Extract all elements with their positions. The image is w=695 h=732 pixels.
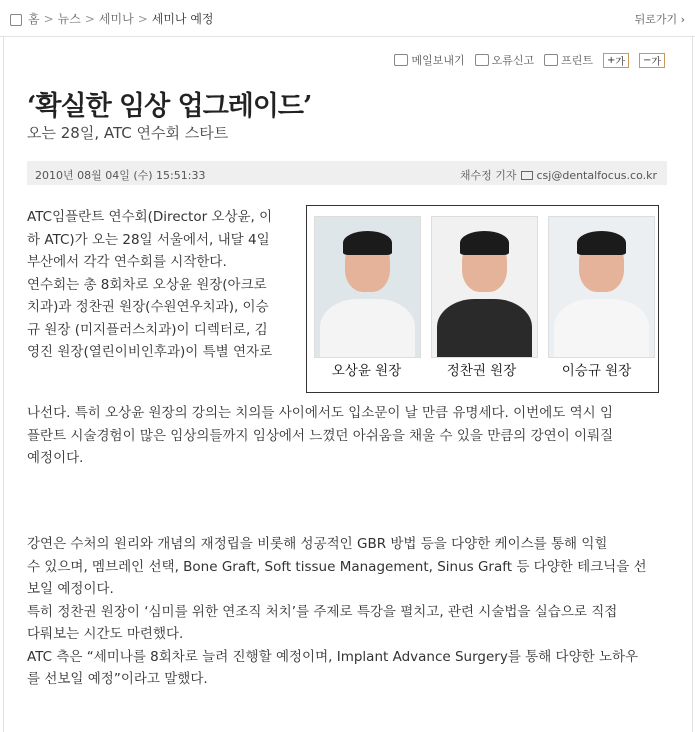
body-line: 연수회는 총 8회차로 오상윤 원장(아크로 (27, 276, 267, 293)
body-line: 예정이다. (27, 450, 84, 466)
mail-icon (521, 171, 533, 180)
printer-icon (544, 54, 558, 66)
article-subtitle: 오는 28일, ATC 연수회 스타트 (27, 124, 229, 142)
article-toolbar (394, 52, 665, 68)
breadcrumb-home[interactable]: 홈 (28, 12, 40, 26)
body-line: 영진 원장(열린이비인후과)이 특별 연자로 (27, 344, 273, 360)
alert-icon (475, 54, 489, 66)
article-body-bottom (27, 533, 667, 691)
body-line: 나선다. 특히 오상윤 원장의 강의는 치의들 사이에서도 입소문이 날 만큼 유명세다. 이번에도 역시 임 (27, 405, 614, 421)
font-decrease-button[interactable]: − 가 (639, 53, 665, 68)
body-line: ATC 측은 “세미나를 8회차로 늘려 진행할 예정이며, Implant Advance Surgery를 통해 다양한 노하우 (27, 648, 639, 665)
email-label: 메일보내기 (411, 54, 465, 67)
article-body-intro (27, 206, 297, 364)
breadcrumb (10, 10, 214, 27)
photo-caption: 오상윤 원장 (331, 363, 402, 379)
article-date: 2010년 08월 04일 (수) 15:51:33 (35, 169, 206, 182)
breadcrumb-separator: > (43, 11, 54, 26)
email-button[interactable] (394, 52, 464, 68)
print-label: 프린트 (561, 54, 593, 67)
breadcrumb-separator: > (84, 11, 95, 26)
body-line: 치과)과 정찬권 원장(수원연우치과), 이승 (27, 299, 269, 315)
top-navigation-bar (0, 0, 695, 37)
body-line: 규 원장 (미지플러스치과)이 디렉터로, 김 (27, 321, 268, 338)
body-line: 하 ATC)가 오는 28일 서울에서, 내달 4일 (27, 231, 270, 248)
report-label: 오류신고 (491, 54, 535, 67)
author-name: 채수정 기자 (459, 169, 517, 182)
body-line: ATC임플란트 연수회(Director 오상윤, 이 (27, 209, 273, 225)
report-error-button[interactable] (475, 52, 535, 68)
back-label: 뒤로가기 (634, 13, 678, 26)
body-line: 부산에서 각각 연수회를 시작한다. (27, 254, 227, 270)
print-button[interactable] (544, 52, 593, 68)
home-icon[interactable] (10, 14, 22, 26)
photo-lee-seunggyu (548, 216, 655, 358)
font-increase-button[interactable]: + 가 (603, 53, 629, 68)
back-button[interactable]: 뒤로가기 › (634, 13, 685, 26)
breadcrumb-separator: > (137, 11, 148, 26)
body-line: 특히 정찬권 원장이 ‘심미를 위한 연조직 처치’를 주제로 특강을 펼치고, 관련 시술법을 실습으로 직접 (27, 603, 618, 620)
body-line: 강연은 수처의 원리와 개념의 재정립을 비롯해 성공적인 GBR 방법 등을 다양한 케이스를 통해 익힐 (27, 536, 608, 552)
article-body-continued (27, 402, 667, 470)
photo-caption: 정찬권 원장 (446, 363, 517, 379)
body-line: 를 선보일 예정”이라고 말했다. (27, 671, 208, 687)
body-line: 다뤄보는 시간도 마련했다. (27, 626, 184, 642)
body-line: 수 있으며, 멤브레인 선택, Bone Graft, Soft tissue Management, Sinus Graft 등 다양한 테크닉을 선 (27, 558, 647, 575)
photo-oh-sangyun (314, 216, 421, 358)
article-meta (27, 161, 667, 185)
body-line: 보일 예정이다. (27, 581, 114, 597)
photo-box (306, 205, 659, 393)
breadcrumb-seminar[interactable]: 세미나 (98, 12, 134, 26)
envelope-icon (394, 54, 408, 66)
author-email[interactable]: csj@dentalfocus.co.kr (536, 168, 657, 182)
body-line: 플란트 시술경험이 많은 임상의들까지 임상에서 느꼈던 아쉬움을 채울 수 있을 만큼의 강연이 이뤄질 (27, 427, 614, 444)
photo-caption: 이승규 원장 (561, 363, 632, 379)
breadcrumb-news[interactable]: 뉴스 (57, 12, 81, 26)
article-title: ‘확실한 임상 업그레이드’ (27, 91, 312, 122)
photo-jeong-changwon (431, 216, 538, 358)
breadcrumb-current: 세미나 예정 (151, 12, 214, 26)
article-author (460, 167, 657, 183)
